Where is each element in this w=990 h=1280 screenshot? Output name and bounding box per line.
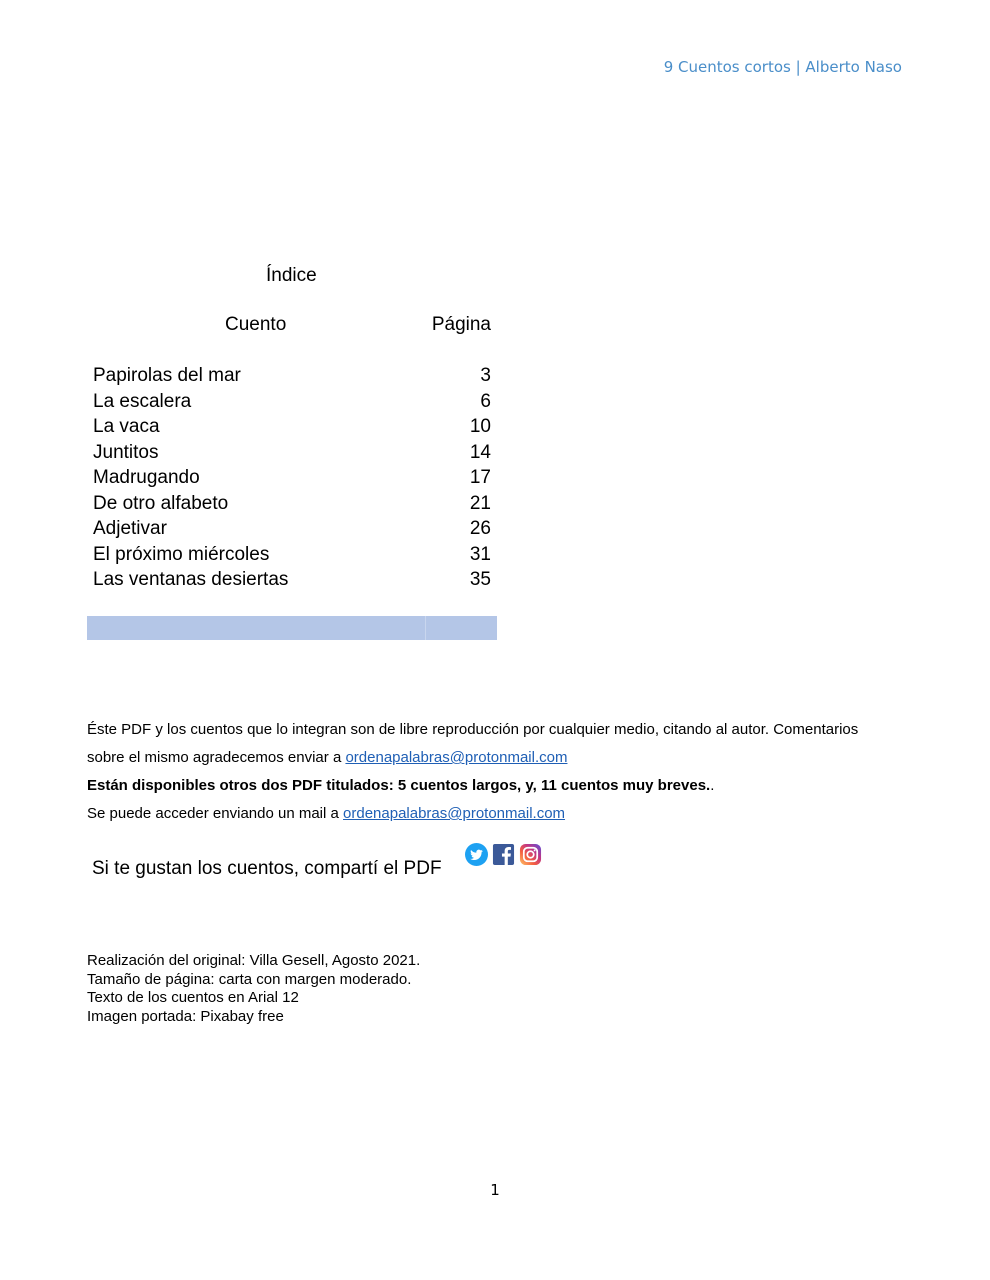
email-link[interactable]: ordenapalabras@protonmail.com (345, 749, 568, 766)
toc-row (87, 493, 497, 519)
toc-bar-divider (425, 616, 426, 640)
toc-row-title: El próximo miércoles (93, 543, 270, 565)
toc-row-title: Papirolas del mar (93, 365, 241, 386)
toc-row-title: La vaca (93, 416, 160, 437)
toc-row (87, 416, 497, 442)
toc-row-page: 26 (469, 518, 491, 539)
toc-rows (87, 365, 497, 595)
credits-line: Realización del original: Villa Gesell, Agosto 2021. (87, 952, 421, 969)
page-number: 1 (490, 1181, 500, 1199)
toc-header-row (87, 314, 497, 340)
toc-row (87, 569, 497, 595)
toc-row-title: Madrugando (93, 467, 200, 488)
twitter-icon[interactable] (465, 843, 488, 866)
toc-row-title: La escalera (93, 390, 192, 412)
toc-row (87, 544, 497, 570)
access-note (87, 800, 917, 828)
share-text: Si te gustan los cuentos, compartí el PDF (92, 858, 442, 879)
toc-row-title: De otro alfabeto (93, 492, 229, 514)
notes-section (87, 716, 917, 828)
toc-row (87, 391, 497, 417)
toc-row-page: 31 (469, 543, 491, 565)
table-of-contents (87, 314, 497, 595)
index-title: Índice (266, 265, 317, 286)
other-pdfs-tail: . (710, 777, 715, 794)
running-header: 9 Cuentos cortos | Alberto Naso (663, 58, 902, 76)
credits-section (87, 952, 420, 1026)
comments-note (87, 744, 917, 772)
email-link-2[interactable]: ordenapalabras@protonmail.com (343, 805, 566, 822)
toc-footer-bar (87, 616, 497, 640)
toc-row-title: Adjetivar (93, 518, 167, 539)
toc-column-story: Cuento (225, 314, 287, 335)
credits-line: Texto de los cuentos en Arial 12 (87, 989, 299, 1006)
toc-row-page: 6 (480, 390, 491, 412)
toc-row-page: 14 (469, 441, 491, 463)
other-pdfs-text: Están disponibles otros dos PDF titulados: 5 cuentos largos, y, 11 cuentos muy breves. (87, 777, 711, 794)
toc-row-page: 10 (469, 416, 491, 437)
facebook-icon[interactable] (492, 843, 515, 866)
toc-row (87, 467, 497, 493)
credits-line: Imagen portada: Pixabay free (87, 1007, 284, 1025)
toc-row (87, 365, 497, 391)
comments-note-text: sobre el mismo agradecemos enviar a (87, 749, 346, 766)
access-note-text: Se puede acceder enviando un mail a (87, 805, 344, 822)
social-icons (465, 842, 542, 866)
license-note: Éste PDF y los cuentos que lo integran son de libre reproducción por cualquier medio, citando al autor. Comentarios (87, 721, 859, 738)
toc-row (87, 518, 497, 544)
toc-row-title: Juntitos (93, 441, 159, 463)
toc-row (87, 442, 497, 468)
toc-row-page: 35 (469, 569, 491, 590)
instagram-icon[interactable] (519, 843, 542, 866)
toc-column-page: Página (431, 314, 491, 335)
credits-line: Tamaño de página: carta con margen moderado. (87, 970, 412, 988)
toc-row-page: 21 (469, 492, 491, 514)
toc-row-page: 3 (480, 365, 491, 386)
other-pdfs-note (87, 772, 917, 800)
toc-row-page: 17 (469, 467, 491, 488)
toc-row-title: Las ventanas desiertas (93, 569, 289, 590)
